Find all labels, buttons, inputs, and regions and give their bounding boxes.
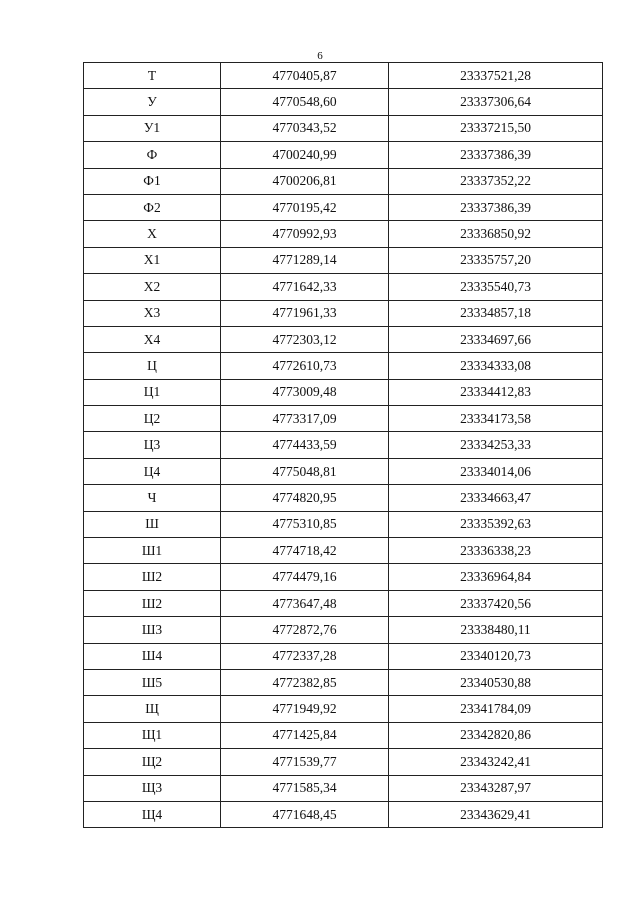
x-coordinate-cell: 4774820,95	[221, 485, 389, 511]
y-coordinate-cell: 23342820,86	[389, 722, 603, 748]
y-coordinate-cell: 23340530,88	[389, 669, 603, 695]
y-coordinate-cell: 23338480,11	[389, 617, 603, 643]
table-row	[84, 590, 603, 616]
x-coordinate-cell: 4774718,42	[221, 538, 389, 564]
coordinates-table	[83, 62, 603, 828]
table-row	[84, 168, 603, 194]
y-coordinate-cell: 23336850,92	[389, 221, 603, 247]
x-coordinate-cell: 4770343,52	[221, 115, 389, 141]
x-coordinate-cell: 4773009,48	[221, 379, 389, 405]
point-name-cell: Ш4	[84, 643, 221, 669]
table-row	[84, 89, 603, 115]
x-coordinate-cell: 4771289,14	[221, 247, 389, 273]
point-name-cell: Ч	[84, 485, 221, 511]
x-coordinate-cell: 4771585,34	[221, 775, 389, 801]
x-coordinate-cell: 4771949,92	[221, 696, 389, 722]
y-coordinate-cell: 23334014,06	[389, 458, 603, 484]
point-name-cell: Ш2	[84, 590, 221, 616]
y-coordinate-cell: 23334412,83	[389, 379, 603, 405]
table-row	[84, 617, 603, 643]
x-coordinate-cell: 4772872,76	[221, 617, 389, 643]
table-row	[84, 406, 603, 432]
point-name-cell: Ц4	[84, 458, 221, 484]
y-coordinate-cell: 23337420,56	[389, 590, 603, 616]
point-name-cell: Х2	[84, 274, 221, 300]
coordinates-table-body	[84, 63, 603, 828]
table-row	[84, 696, 603, 722]
x-coordinate-cell: 4775048,81	[221, 458, 389, 484]
y-coordinate-cell: 23337386,39	[389, 142, 603, 168]
table-row	[84, 142, 603, 168]
x-coordinate-cell: 4772337,28	[221, 643, 389, 669]
x-coordinate-cell: 4770992,93	[221, 221, 389, 247]
point-name-cell: Х	[84, 221, 221, 247]
table-row	[84, 511, 603, 537]
point-name-cell: Ф	[84, 142, 221, 168]
x-coordinate-cell: 4773647,48	[221, 590, 389, 616]
y-coordinate-cell: 23334857,18	[389, 300, 603, 326]
point-name-cell: Щ	[84, 696, 221, 722]
x-coordinate-cell: 4770405,87	[221, 63, 389, 89]
y-coordinate-cell: 23334697,66	[389, 326, 603, 352]
point-name-cell: Ц3	[84, 432, 221, 458]
table-row	[84, 194, 603, 220]
table-row	[84, 300, 603, 326]
y-coordinate-cell: 23335392,63	[389, 511, 603, 537]
x-coordinate-cell: 4772303,12	[221, 326, 389, 352]
point-name-cell: Ш3	[84, 617, 221, 643]
x-coordinate-cell: 4773317,09	[221, 406, 389, 432]
x-coordinate-cell: 4772382,85	[221, 669, 389, 695]
table-row	[84, 775, 603, 801]
table-row	[84, 643, 603, 669]
point-name-cell: Ш2	[84, 564, 221, 590]
y-coordinate-cell: 23343287,97	[389, 775, 603, 801]
x-coordinate-cell: 4700206,81	[221, 168, 389, 194]
x-coordinate-cell: 4774433,59	[221, 432, 389, 458]
point-name-cell: У	[84, 89, 221, 115]
y-coordinate-cell: 23336964,84	[389, 564, 603, 590]
y-coordinate-cell: 23337386,39	[389, 194, 603, 220]
point-name-cell: Ц	[84, 353, 221, 379]
table-row	[84, 749, 603, 775]
point-name-cell: Т	[84, 63, 221, 89]
point-name-cell: Ш	[84, 511, 221, 537]
x-coordinate-cell: 4770195,42	[221, 194, 389, 220]
y-coordinate-cell: 23335757,20	[389, 247, 603, 273]
table-row	[84, 63, 603, 89]
point-name-cell: Щ2	[84, 749, 221, 775]
table-row	[84, 326, 603, 352]
y-coordinate-cell: 23341784,09	[389, 696, 603, 722]
point-name-cell: Ф2	[84, 194, 221, 220]
point-name-cell: Щ4	[84, 801, 221, 827]
x-coordinate-cell: 4770548,60	[221, 89, 389, 115]
table-row	[84, 432, 603, 458]
table-row	[84, 274, 603, 300]
table-row	[84, 485, 603, 511]
table-row	[84, 221, 603, 247]
table-row	[84, 801, 603, 827]
point-name-cell: Щ1	[84, 722, 221, 748]
table-row	[84, 538, 603, 564]
point-name-cell: Ш1	[84, 538, 221, 564]
table-row	[84, 353, 603, 379]
point-name-cell: Х3	[84, 300, 221, 326]
y-coordinate-cell: 23334663,47	[389, 485, 603, 511]
x-coordinate-cell: 4771425,84	[221, 722, 389, 748]
y-coordinate-cell: 23334333,08	[389, 353, 603, 379]
table-row	[84, 458, 603, 484]
point-name-cell: Х1	[84, 247, 221, 273]
x-coordinate-cell: 4774479,16	[221, 564, 389, 590]
x-coordinate-cell: 4771539,77	[221, 749, 389, 775]
y-coordinate-cell: 23337352,22	[389, 168, 603, 194]
y-coordinate-cell: 23337306,64	[389, 89, 603, 115]
point-name-cell: Ц2	[84, 406, 221, 432]
table-row	[84, 115, 603, 141]
table-row	[84, 564, 603, 590]
y-coordinate-cell: 23340120,73	[389, 643, 603, 669]
point-name-cell: У1	[84, 115, 221, 141]
y-coordinate-cell: 23336338,23	[389, 538, 603, 564]
y-coordinate-cell: 23334253,33	[389, 432, 603, 458]
y-coordinate-cell: 23337521,28	[389, 63, 603, 89]
point-name-cell: Ф1	[84, 168, 221, 194]
x-coordinate-cell: 4775310,85	[221, 511, 389, 537]
y-coordinate-cell: 23337215,50	[389, 115, 603, 141]
point-name-cell: Ш5	[84, 669, 221, 695]
y-coordinate-cell: 23343242,41	[389, 749, 603, 775]
table-row	[84, 379, 603, 405]
y-coordinate-cell: 23335540,73	[389, 274, 603, 300]
page-number: 6	[317, 50, 323, 62]
table-row	[84, 669, 603, 695]
point-name-cell: Щ3	[84, 775, 221, 801]
point-name-cell: Х4	[84, 326, 221, 352]
point-name-cell: Ц1	[84, 379, 221, 405]
table-row	[84, 722, 603, 748]
table-row	[84, 247, 603, 273]
x-coordinate-cell: 4772610,73	[221, 353, 389, 379]
y-coordinate-cell: 23334173,58	[389, 406, 603, 432]
y-coordinate-cell: 23343629,41	[389, 801, 603, 827]
x-coordinate-cell: 4771961,33	[221, 300, 389, 326]
x-coordinate-cell: 4771648,45	[221, 801, 389, 827]
x-coordinate-cell: 4700240,99	[221, 142, 389, 168]
x-coordinate-cell: 4771642,33	[221, 274, 389, 300]
